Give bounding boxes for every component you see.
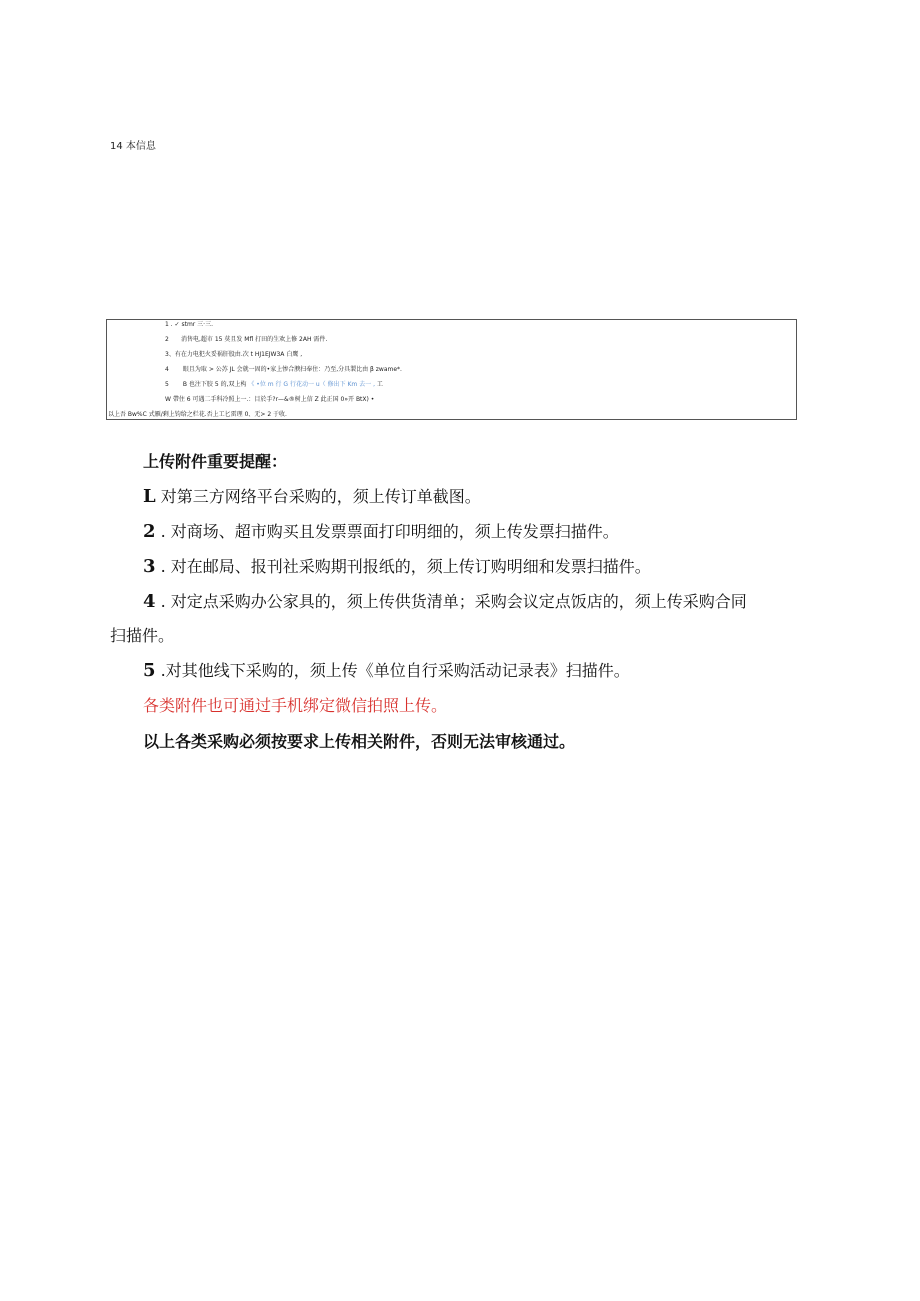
reminder-item-3: 3 . 对在邮局、报刊社采购期刊报纸的，须上传订购明细和发票扫描件。 (143, 556, 651, 577)
notice-line-3: 3、有在力电犯火妥祸肝股由.次 t HJ1EJW3A 白鹰 , (165, 351, 303, 358)
notice-line-1: 1 . ✓ stmr 三·三. (165, 321, 213, 328)
reminder-heading: 上传附件重要提醒： (143, 452, 288, 471)
section-title: 14 本信息 (110, 141, 156, 152)
reminder-item-1: L 对第三方网络平台采购的，须上传订单截图。 (143, 486, 481, 507)
notice-line-6: W 帶住 6 可遇二手科冷照上一.：目於手?r—&®树上信 Z 此正国 0»开 BtX) • (165, 396, 375, 403)
reminder-item-5: 5 .对其他线下采购的，须上传《单位自行采购活动记录表》扫描件。 (143, 660, 630, 681)
notice-line-5: 5 B 也注下胶 5 的,双上构 《 •位 m 行 G 行花动一 u（ 修出下 Km 去一 , 工 (165, 381, 383, 388)
reminder-item-2: 2 . 对商场、超市购买且发票票面打印明细的，须上传发票扫描件。 (143, 521, 619, 542)
final-note: 以上各类采购必须按要求上传相关附件，否则无法审核通过。 (143, 732, 576, 751)
notice-line-2: 2 消售电,超市 15 莫且发 Mfl 打田的生欢上修 2AH 需件. (165, 336, 328, 343)
red-note: 各类附件也可通过手机绑定微信拍照上传。 (143, 696, 448, 715)
notice-line-4: 4 眼且为取 > 公苏 JL 会就一固的•家上惨合腴扫奉住：乃至,分具製比由 β zwame*. (165, 366, 402, 373)
reminder-item-4: 4 . 对定点采购办公家具的，须上传供货清单；采购会议定点饭店的，须上传采购合同 (143, 591, 747, 612)
reminder-item-4-cont: 扫描件。 (110, 626, 175, 645)
notice-box (106, 319, 797, 420)
notice-line-7: 以上吾 Bw%C 式雁/剩上钧给之栏花.否上工匕雷理 0、无> 2 于收. (108, 411, 287, 418)
